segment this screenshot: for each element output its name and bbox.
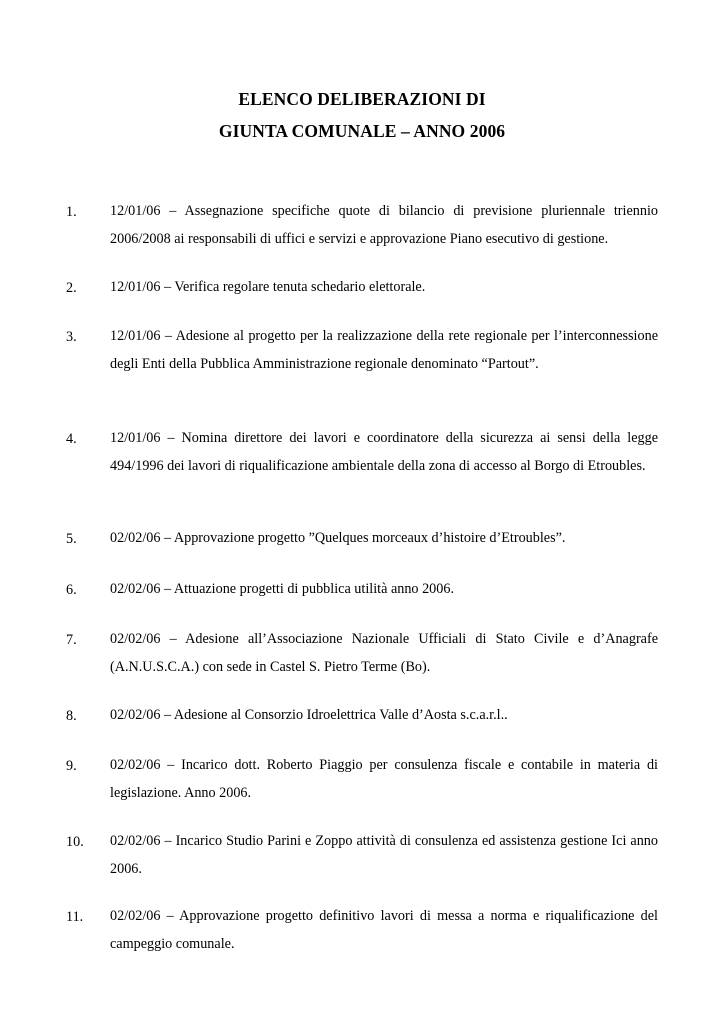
item-text: 02/02/06 – Incarico dott. Roberto Piaggio per consulenza fiscale e contabile in materia di legislazione. Anno 2006. — [110, 757, 658, 801]
item-text: 02/02/06 – Approvazione progetto ”Quelques morceaux d’histoire d’Etroubles”. — [110, 530, 566, 546]
item-text: 02/02/06 – Incarico Studio Parini e Zoppo attività di consulenza ed assistenza gestione Ici anno 2006. — [110, 833, 658, 877]
item-number: 3. — [66, 329, 77, 345]
item-text: 02/02/06 – Adesione al Consorzio Idroelettrica Valle d’Aosta s.c.a.r.l.. — [110, 707, 508, 723]
item-text: 12/01/06 – Verifica regolare tenuta schedario elettorale. — [110, 279, 426, 295]
item-number: 8. — [66, 708, 77, 724]
item-text: 02/02/06 – Attuazione progetti di pubblica utilità anno 2006. — [110, 581, 454, 597]
item-text: 12/01/06 – Assegnazione specifiche quote di bilancio di previsione pluriennale triennio 2006/2008 ai responsabili di uffici e servizi e approvazione Piano esecutivo di gestione. — [110, 203, 658, 247]
item-number: 5. — [66, 531, 77, 547]
item-number: 2. — [66, 280, 77, 296]
item-number: 10. — [66, 834, 84, 850]
item-text: 02/02/06 – Adesione all’Associazione Nazionale Ufficiali di Stato Civile e d’Anagrafe (A.N.U.S.C.A.) con sede in Castel S. Pietro Terme (Bo). — [110, 631, 658, 675]
item-text: 02/02/06 – Approvazione progetto definitivo lavori di messa a norma e riqualificazione del campeggio comunale. — [110, 908, 658, 952]
item-text: 12/01/06 – Nomina direttore dei lavori e coordinatore della sicurezza ai sensi della legge 494/1996 dei lavori di riqualificazione ambientale della zona di accesso al Borgo di Etroubles. — [110, 430, 658, 474]
item-number: 7. — [66, 632, 77, 648]
item-number: 6. — [66, 582, 77, 598]
document-title-line-2: GIUNTA COMUNALE – ANNO 2006 — [218, 121, 506, 141]
document-title-line-1: ELENCO DELIBERAZIONI DI — [238, 89, 486, 109]
item-number: 4. — [66, 431, 77, 447]
item-text: 12/01/06 – Adesione al progetto per la realizzazione della rete regionale per l’interconnessione degli Enti della Pubblica Amministrazione regionale denominato “Partout”. — [110, 328, 658, 372]
item-number: 11. — [66, 909, 84, 925]
item-number: 9. — [66, 758, 77, 774]
item-number: 1. — [66, 204, 77, 220]
